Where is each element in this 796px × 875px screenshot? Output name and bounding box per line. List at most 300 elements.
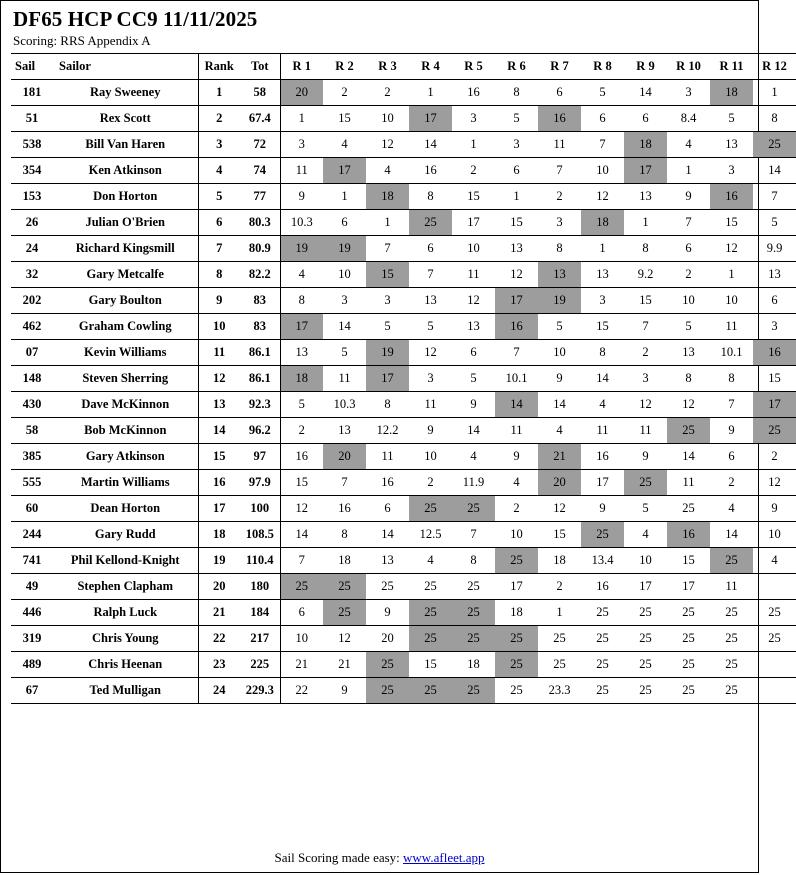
cell-race-11: 9 — [710, 418, 753, 444]
cell-race-2: 16 — [323, 496, 366, 522]
cell-sailor: Dean Horton — [53, 496, 198, 522]
cell-race-12 — [753, 652, 796, 678]
cell-race-12: 10 — [753, 522, 796, 548]
cell-total: 77 — [240, 184, 280, 210]
cell-sailor: Don Horton — [53, 184, 198, 210]
cell-race-6: 25 — [495, 626, 538, 652]
cell-race-6: 3 — [495, 132, 538, 158]
cell-race-11: 25 — [710, 652, 753, 678]
col-header-r9: R 9 — [624, 54, 667, 80]
cell-race-5: 16 — [452, 80, 495, 106]
table-row — [11, 158, 796, 184]
cell-rank: 3 — [198, 132, 240, 158]
table-row — [11, 366, 796, 392]
cell-race-9: 13 — [624, 184, 667, 210]
cell-race-4: 25 — [409, 574, 452, 600]
cell-race-3: 25 — [366, 652, 409, 678]
cell-rank: 23 — [198, 652, 240, 678]
cell-race-9: 9 — [624, 444, 667, 470]
cell-total: 217 — [240, 626, 280, 652]
cell-race-5: 25 — [452, 678, 495, 704]
cell-sail: 24 — [11, 236, 53, 262]
cell-race-9: 11 — [624, 418, 667, 444]
cell-race-4: 9 — [409, 418, 452, 444]
cell-race-5: 18 — [452, 652, 495, 678]
cell-race-12: 8 — [753, 106, 796, 132]
table-row — [11, 600, 796, 626]
cell-race-10: 4 — [667, 132, 710, 158]
cell-race-7: 21 — [538, 444, 581, 470]
cell-race-7: 25 — [538, 626, 581, 652]
cell-race-8: 4 — [581, 392, 624, 418]
cell-race-11: 1 — [710, 262, 753, 288]
cell-race-4: 25 — [409, 678, 452, 704]
cell-race-1: 18 — [280, 366, 323, 392]
cell-total: 86.1 — [240, 366, 280, 392]
cell-race-7: 2 — [538, 184, 581, 210]
cell-race-9: 18 — [624, 132, 667, 158]
cell-race-2: 17 — [323, 158, 366, 184]
cell-race-4: 14 — [409, 132, 452, 158]
col-header-r3: R 3 — [366, 54, 409, 80]
cell-race-4: 10 — [409, 444, 452, 470]
cell-race-4: 15 — [409, 652, 452, 678]
cell-sail: 26 — [11, 210, 53, 236]
cell-race-1: 6 — [280, 600, 323, 626]
cell-total: 184 — [240, 600, 280, 626]
cell-race-4: 5 — [409, 314, 452, 340]
col-header-r11: R 11 — [710, 54, 753, 80]
cell-race-10: 25 — [667, 496, 710, 522]
cell-race-6: 15 — [495, 210, 538, 236]
table-row — [11, 288, 796, 314]
cell-race-12 — [753, 574, 796, 600]
cell-total: 100 — [240, 496, 280, 522]
cell-total: 86.1 — [240, 340, 280, 366]
cell-race-9: 7 — [624, 314, 667, 340]
cell-rank: 19 — [198, 548, 240, 574]
cell-rank: 1 — [198, 80, 240, 106]
cell-race-5: 11 — [452, 262, 495, 288]
cell-race-3: 12.2 — [366, 418, 409, 444]
cell-race-8: 18 — [581, 210, 624, 236]
cell-sailor: Chris Young — [53, 626, 198, 652]
cell-race-12: 7 — [753, 184, 796, 210]
table-row — [11, 340, 796, 366]
cell-race-5: 14 — [452, 418, 495, 444]
cell-race-12: 2 — [753, 444, 796, 470]
cell-race-8: 8 — [581, 340, 624, 366]
page-title: DF65 HCP CC9 11/11/2025 — [13, 7, 258, 31]
cell-race-2: 25 — [323, 600, 366, 626]
cell-race-6: 17 — [495, 574, 538, 600]
cell-race-7: 6 — [538, 80, 581, 106]
cell-race-5: 25 — [452, 600, 495, 626]
cell-race-1: 19 — [280, 236, 323, 262]
cell-race-8: 11 — [581, 418, 624, 444]
cell-sailor: Gary Atkinson — [53, 444, 198, 470]
cell-race-11: 11 — [710, 314, 753, 340]
cell-race-2: 10 — [323, 262, 366, 288]
cell-race-7: 18 — [538, 548, 581, 574]
cell-race-5: 25 — [452, 626, 495, 652]
cell-race-7: 3 — [538, 210, 581, 236]
cell-race-10: 25 — [667, 626, 710, 652]
cell-race-2: 3 — [323, 288, 366, 314]
cell-race-12: 6 — [753, 288, 796, 314]
cell-race-8: 25 — [581, 652, 624, 678]
cell-race-11: 12 — [710, 236, 753, 262]
cell-race-12: 25 — [753, 132, 796, 158]
col-header-tot: Tot — [240, 54, 280, 80]
cell-sail: 07 — [11, 340, 53, 366]
cell-race-4: 25 — [409, 210, 452, 236]
cell-race-11: 7 — [710, 392, 753, 418]
cell-sailor: Gary Rudd — [53, 522, 198, 548]
cell-race-7: 23.3 — [538, 678, 581, 704]
table-row — [11, 80, 796, 106]
cell-sail: 489 — [11, 652, 53, 678]
cell-race-7: 9 — [538, 366, 581, 392]
cell-race-7: 2 — [538, 574, 581, 600]
cell-race-3: 4 — [366, 158, 409, 184]
col-header-sailor: Sailor — [53, 54, 198, 80]
table-row — [11, 314, 796, 340]
cell-race-4: 7 — [409, 262, 452, 288]
cell-race-8: 12 — [581, 184, 624, 210]
cell-race-8: 1 — [581, 236, 624, 262]
cell-race-5: 25 — [452, 496, 495, 522]
cell-race-8: 25 — [581, 626, 624, 652]
cell-race-10: 2 — [667, 262, 710, 288]
cell-race-7: 8 — [538, 236, 581, 262]
cell-sail: 741 — [11, 548, 53, 574]
cell-sail: 446 — [11, 600, 53, 626]
cell-race-7: 5 — [538, 314, 581, 340]
cell-race-9: 14 — [624, 80, 667, 106]
cell-race-3: 1 — [366, 210, 409, 236]
table-row — [11, 548, 796, 574]
cell-rank: 13 — [198, 392, 240, 418]
cell-total: 74 — [240, 158, 280, 184]
cell-race-3: 17 — [366, 366, 409, 392]
cell-race-3: 15 — [366, 262, 409, 288]
cell-race-8: 9 — [581, 496, 624, 522]
cell-race-11: 4 — [710, 496, 753, 522]
cell-sailor: Richard Kingsmill — [53, 236, 198, 262]
table-row — [11, 106, 796, 132]
cell-race-12: 15 — [753, 366, 796, 392]
cell-sailor: Kevin Williams — [53, 340, 198, 366]
cell-total: 58 — [240, 80, 280, 106]
cell-race-6: 25 — [495, 678, 538, 704]
cell-total: 67.4 — [240, 106, 280, 132]
col-header-r7: R 7 — [538, 54, 581, 80]
cell-race-8: 25 — [581, 600, 624, 626]
cell-sail: 462 — [11, 314, 53, 340]
cell-race-4: 3 — [409, 366, 452, 392]
cell-race-6: 2 — [495, 496, 538, 522]
cell-sail: 202 — [11, 288, 53, 314]
cell-race-11: 10.1 — [710, 340, 753, 366]
cell-rank: 18 — [198, 522, 240, 548]
cell-race-9: 10 — [624, 548, 667, 574]
col-header-r12: R 12 — [753, 54, 796, 80]
cell-total: 83 — [240, 314, 280, 340]
cell-race-8: 3 — [581, 288, 624, 314]
table-row — [11, 262, 796, 288]
cell-race-6: 14 — [495, 392, 538, 418]
cell-sail: 354 — [11, 158, 53, 184]
cell-race-2: 15 — [323, 106, 366, 132]
col-header-r6: R 6 — [495, 54, 538, 80]
cell-race-4: 25 — [409, 600, 452, 626]
cell-sail: 32 — [11, 262, 53, 288]
cell-race-4: 17 — [409, 106, 452, 132]
cell-rank: 22 — [198, 626, 240, 652]
cell-race-7: 15 — [538, 522, 581, 548]
cell-race-10: 5 — [667, 314, 710, 340]
cell-race-3: 14 — [366, 522, 409, 548]
cell-total: 96.2 — [240, 418, 280, 444]
cell-total: 108.5 — [240, 522, 280, 548]
table-row — [11, 470, 796, 496]
cell-race-10: 9 — [667, 184, 710, 210]
cell-total: 97.9 — [240, 470, 280, 496]
cell-race-1: 10.3 — [280, 210, 323, 236]
cell-sailor: Chris Heenan — [53, 652, 198, 678]
cell-race-4: 13 — [409, 288, 452, 314]
cell-race-1: 7 — [280, 548, 323, 574]
cell-race-8: 13 — [581, 262, 624, 288]
cell-race-9: 25 — [624, 470, 667, 496]
cell-race-2: 5 — [323, 340, 366, 366]
table-row — [11, 184, 796, 210]
cell-race-7: 1 — [538, 600, 581, 626]
cell-race-1: 22 — [280, 678, 323, 704]
cell-sail: 49 — [11, 574, 53, 600]
cell-race-10: 8.4 — [667, 106, 710, 132]
cell-race-2: 4 — [323, 132, 366, 158]
cell-sail: 60 — [11, 496, 53, 522]
cell-race-2: 14 — [323, 314, 366, 340]
cell-race-10: 16 — [667, 522, 710, 548]
cell-race-6: 4 — [495, 470, 538, 496]
cell-race-1: 11 — [280, 158, 323, 184]
cell-race-1: 13 — [280, 340, 323, 366]
cell-race-1: 8 — [280, 288, 323, 314]
cell-race-7: 20 — [538, 470, 581, 496]
table-row — [11, 392, 796, 418]
table-row — [11, 236, 796, 262]
cell-race-1: 3 — [280, 132, 323, 158]
cell-race-6: 6 — [495, 158, 538, 184]
cell-race-7: 12 — [538, 496, 581, 522]
cell-sail: 319 — [11, 626, 53, 652]
cell-rank: 15 — [198, 444, 240, 470]
cell-total: 80.9 — [240, 236, 280, 262]
cell-race-5: 11.9 — [452, 470, 495, 496]
cell-race-9: 8 — [624, 236, 667, 262]
cell-race-8: 25 — [581, 678, 624, 704]
cell-race-10: 25 — [667, 600, 710, 626]
cell-race-4: 4 — [409, 548, 452, 574]
cell-race-11: 8 — [710, 366, 753, 392]
cell-race-4: 12 — [409, 340, 452, 366]
cell-rank: 8 — [198, 262, 240, 288]
cell-race-1: 9 — [280, 184, 323, 210]
cell-race-12: 25 — [753, 418, 796, 444]
table-row — [11, 574, 796, 600]
cell-race-10: 10 — [667, 288, 710, 314]
cell-rank: 9 — [198, 288, 240, 314]
cell-race-5: 15 — [452, 184, 495, 210]
cell-race-10: 17 — [667, 574, 710, 600]
cell-race-5: 5 — [452, 366, 495, 392]
cell-race-12: 16 — [753, 340, 796, 366]
cell-race-12: 9.9 — [753, 236, 796, 262]
cell-race-7: 7 — [538, 158, 581, 184]
cell-rank: 11 — [198, 340, 240, 366]
cell-race-4: 25 — [409, 626, 452, 652]
table-row — [11, 132, 796, 158]
cell-race-9: 15 — [624, 288, 667, 314]
cell-sail: 538 — [11, 132, 53, 158]
cell-race-12: 25 — [753, 626, 796, 652]
cell-rank: 4 — [198, 158, 240, 184]
cell-race-3: 25 — [366, 574, 409, 600]
cell-race-9: 5 — [624, 496, 667, 522]
col-header-r2: R 2 — [323, 54, 366, 80]
cell-race-3: 18 — [366, 184, 409, 210]
cell-race-8: 13.4 — [581, 548, 624, 574]
cell-rank: 14 — [198, 418, 240, 444]
cell-race-9: 3 — [624, 366, 667, 392]
cell-race-6: 9 — [495, 444, 538, 470]
cell-race-12: 3 — [753, 314, 796, 340]
cell-race-11: 6 — [710, 444, 753, 470]
cell-race-9: 12 — [624, 392, 667, 418]
cell-race-11: 11 — [710, 574, 753, 600]
cell-race-2: 8 — [323, 522, 366, 548]
cell-race-11: 25 — [710, 600, 753, 626]
cell-race-9: 2 — [624, 340, 667, 366]
cell-race-7: 19 — [538, 288, 581, 314]
col-header-r4: R 4 — [409, 54, 452, 80]
cell-race-12: 17 — [753, 392, 796, 418]
cell-race-1: 5 — [280, 392, 323, 418]
document-header — [1, 1, 758, 53]
cell-race-4: 8 — [409, 184, 452, 210]
cell-sailor: Ralph Luck — [53, 600, 198, 626]
cell-race-2: 18 — [323, 548, 366, 574]
cell-race-12: 1 — [753, 80, 796, 106]
cell-race-10: 25 — [667, 418, 710, 444]
cell-rank: 10 — [198, 314, 240, 340]
cell-race-12 — [753, 678, 796, 704]
cell-sailor: Steven Sherring — [53, 366, 198, 392]
cell-sail: 58 — [11, 418, 53, 444]
cell-race-6: 5 — [495, 106, 538, 132]
cell-race-10: 15 — [667, 548, 710, 574]
cell-race-5: 8 — [452, 548, 495, 574]
cell-total: 229.3 — [240, 678, 280, 704]
cell-sail: 244 — [11, 522, 53, 548]
cell-total: 97 — [240, 444, 280, 470]
cell-race-2: 7 — [323, 470, 366, 496]
cell-race-5: 6 — [452, 340, 495, 366]
cell-race-3: 6 — [366, 496, 409, 522]
cell-race-8: 10 — [581, 158, 624, 184]
cell-rank: 17 — [198, 496, 240, 522]
cell-race-10: 6 — [667, 236, 710, 262]
cell-race-12: 13 — [753, 262, 796, 288]
cell-race-3: 8 — [366, 392, 409, 418]
cell-total: 72 — [240, 132, 280, 158]
cell-sailor: Martin Williams — [53, 470, 198, 496]
cell-race-2: 9 — [323, 678, 366, 704]
cell-race-6: 25 — [495, 652, 538, 678]
cell-sail: 51 — [11, 106, 53, 132]
cell-race-7: 11 — [538, 132, 581, 158]
cell-race-6: 25 — [495, 548, 538, 574]
cell-race-3: 20 — [366, 626, 409, 652]
cell-total: 225 — [240, 652, 280, 678]
cell-race-5: 1 — [452, 132, 495, 158]
cell-rank: 20 — [198, 574, 240, 600]
cell-race-10: 3 — [667, 80, 710, 106]
cell-race-1: 12 — [280, 496, 323, 522]
cell-race-6: 18 — [495, 600, 538, 626]
cell-sail: 181 — [11, 80, 53, 106]
cell-race-5: 13 — [452, 314, 495, 340]
cell-race-2: 13 — [323, 418, 366, 444]
cell-race-8: 17 — [581, 470, 624, 496]
cell-race-11: 15 — [710, 210, 753, 236]
cell-race-2: 19 — [323, 236, 366, 262]
cell-race-12: 5 — [753, 210, 796, 236]
cell-race-3: 10 — [366, 106, 409, 132]
cell-race-2: 1 — [323, 184, 366, 210]
cell-race-10: 11 — [667, 470, 710, 496]
cell-race-1: 4 — [280, 262, 323, 288]
results-table — [11, 53, 796, 704]
cell-race-4: 12.5 — [409, 522, 452, 548]
cell-race-4: 25 — [409, 496, 452, 522]
cell-race-8: 14 — [581, 366, 624, 392]
col-header-sail: Sail — [11, 54, 53, 80]
cell-race-2: 6 — [323, 210, 366, 236]
afleet-link[interactable]: www.afleet.app — [403, 850, 485, 865]
footer-text: Sail Scoring made easy: — [274, 850, 404, 865]
cell-race-2: 21 — [323, 652, 366, 678]
cell-race-6: 10 — [495, 522, 538, 548]
cell-rank: 7 — [198, 236, 240, 262]
cell-race-3: 3 — [366, 288, 409, 314]
cell-race-9: 1 — [624, 210, 667, 236]
cell-race-11: 18 — [710, 80, 753, 106]
cell-race-10: 8 — [667, 366, 710, 392]
table-row — [11, 652, 796, 678]
cell-race-9: 9.2 — [624, 262, 667, 288]
cell-race-12: 9 — [753, 496, 796, 522]
cell-race-6: 12 — [495, 262, 538, 288]
col-header-r8: R 8 — [581, 54, 624, 80]
cell-race-6: 7 — [495, 340, 538, 366]
cell-total: 180 — [240, 574, 280, 600]
results-table-container — [1, 53, 787, 842]
cell-race-12: 14 — [753, 158, 796, 184]
